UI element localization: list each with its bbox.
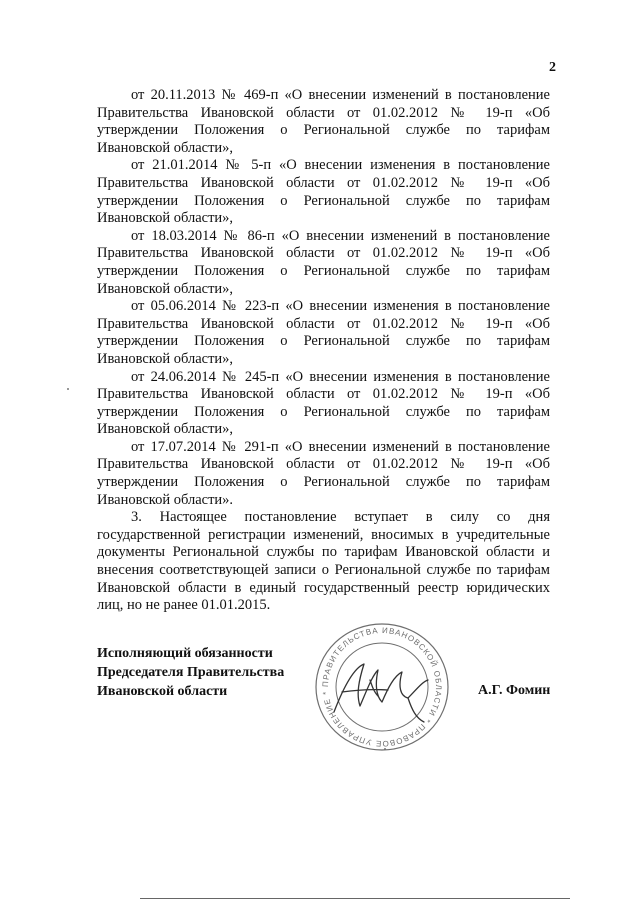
clause-3-paragraph: 3. Настоящее постановление вступает в силу со дня государственной регистрации изменений, вносимых в учредительные документы Региональной службы по тарифам Ивановской области и внесения соответствующей записи о Региональной службе по тарифам Ивановской области в единый государственный реестр юридических лиц, но не ранее 01.01.2015.	[97, 509, 550, 614]
list-item: от 18.03.2014 № 86-п «О внесении изменений в постановление Правительства Ивановской области от 01.02.2012 № 19-п «Об утверждении Положения о Региональной службе по тарифам Ивановской области»,	[97, 227, 550, 297]
position-line: Председателя Правительства	[97, 665, 285, 680]
seal-text: ПРАВИТЕЛЬСТВА ИВАНОВСКОЙ ОБЛАСТИ * ПРАВОВОЕ УПРАВЛЕНИЕ *	[320, 625, 444, 749]
list-item: от 05.06.2014 № 223-п «О внесении изменения в постановление Правительства Ивановской области от 01.02.2012 № 19-п «Об утверждении Положения о Региональной службе по тарифам Ивановской области»,	[97, 298, 550, 367]
list-item: от 20.11.2013 № 469-п «О внесении изменений в постановление Правительства Ивановской области от 01.02.2012 № 19-п «Об утверждении Положения о Региональной службе по тарифам Ивановской области»,	[97, 87, 550, 156]
page-number: 2	[549, 60, 556, 75]
scan-speck	[67, 388, 69, 390]
list-item: от 21.01.2014 № 5-п «О внесении изменения в постановление Правительства Ивановской области от 01.02.2012 № 19-п «Об утверждении Положения о Региональной службе по тарифам Ивановской области»,	[97, 157, 550, 227]
svg-text:ПРАВИТЕЛЬСТВА ИВАНОВСКОЙ ОБЛАС	[321, 626, 443, 748]
scan-speck	[384, 748, 386, 750]
list-item: от 17.07.2014 № 291-п «О внесении изменений в постановление Правительства Ивановской области от 01.02.2012 № 19-п «Об утверждении Положения о Региональной службе по тарифам Ивановской области».	[97, 438, 550, 508]
seal-inner-ring	[336, 643, 428, 731]
scan-edge-line	[140, 898, 570, 899]
list-item: от 24.06.2014 № 245-п «О внесении изменения в постановление Правительства Ивановской области от 01.02.2012 № 19-п «Об утверждении Положения о Региональной службе по тарифам Ивановской области»,	[97, 368, 550, 438]
document-body	[97, 87, 550, 615]
signatory-position	[97, 644, 284, 701]
official-seal-stamp	[312, 620, 452, 755]
signatory-name: А.Г. Фомин	[478, 683, 551, 698]
position-line: Исполняющий обязанности	[97, 646, 273, 661]
position-line: Ивановской области	[97, 684, 228, 699]
handwritten-signature	[334, 664, 428, 722]
